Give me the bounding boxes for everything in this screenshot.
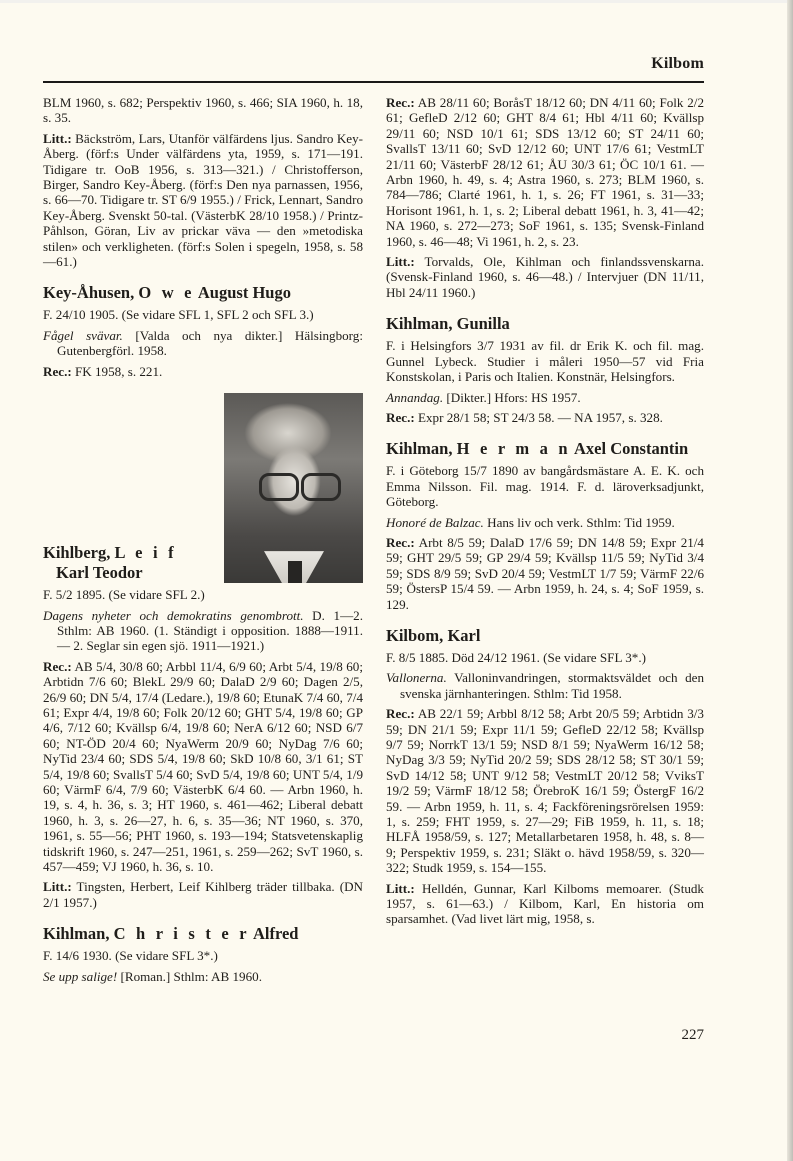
entry-heading: Key-Åhusen, O w e August Hugo: [43, 283, 291, 303]
litt-text: Bäckström, Lars, Utanför välfärdens ljus. Sandro Key-Åberg. (förf:s Under välfärdens yta, 1959, s. 171—191. Tidigare tr. OoB 1956, s. 313—321.) / Christofferson, Birger, Sandro Key-Åberg. (förf:s Den nya parnassen, 1956, s. 66—70. Tidigare tr. ST 6/9 1955.) / Frick, Lennart, Sandro Key-Åberg. Svenskt 50-tal. (VästerbK 28/10 1958.) / Printz-Påhlson, Göran, Liv av prickar väva — den »metodiska stilen» och verkligheten. (förf:s Solen i spegeln, 1958, s. 58—61.): [43, 130, 363, 270]
entry-key-ahusen: [43, 283, 363, 379]
rec-text: Expr 28/1 58; ST 24/3 58. — NA 1957, s. 328.: [418, 409, 663, 425]
entry-bio: F. i Helsingfors 3/7 1931 av fil. dr Erik K. och fil. mag. Gunnel Lybeck. Studier i måleri 1950—57 vid Fria Konstskolan, i Paris och Italien. Konstnär, Helsingfors.: [386, 338, 704, 385]
right-column: [386, 95, 704, 932]
work-title: Dagens nyheter och demokratins genombrott.: [43, 607, 304, 623]
work-title: Honoré de Balzac.: [386, 514, 484, 530]
entry-heading: Kihlman, Gunilla: [386, 314, 510, 334]
rec-text: AB 28/11 60; BoråsT 18/12 60; DN 4/11 60; Folk 2/2 61; GefleD 2/12 60; GHT 8/4 61; Hbl 4/11 60; Kvällsp 29/11 60; NSD 10/1 61; SDS 13/12 60; ST 24/11 60; SvallsT 13/11 60; SvD 12/12 60; UNT 17/6 61; VestmLT 21/11 60; VästerbF 28/12 61; ÅU 30/3 61; ÖC 10/1 61. — Arbn 1960, h. 49, s. 4; Astra 1960, s. 273; BLM 1960, s. 784—786; Clarté 1961, h. 1, s. 26; FT 1961, s. 31—33; Horisont 1961, h. 1, s. 2; Liberal debatt 1961, h. 3, 41—42; NA 1960, s. 272—273; SoF 1961, s. 135; Svensk-Finland 1960, s. 46—48; Vi 1961, h. 2, s. 23.: [386, 95, 704, 249]
work-details: [Valda och nya dikter.] Hälsingborg: Gutenbergförl. 1958.: [57, 327, 363, 359]
continued-litt: [386, 254, 704, 300]
entry-kihlberg: [43, 393, 363, 910]
litt-text: Tingsten, Herbert, Leif Kihlberg träder tillbaka. (DN 2/1 1957.): [43, 879, 363, 910]
work-title: Vallonerna.: [386, 670, 447, 686]
entry-reviews: [386, 706, 704, 875]
portrait-photo: [224, 393, 363, 583]
work-title: Se upp salige!: [43, 968, 118, 984]
continued-rec: [386, 95, 704, 249]
entry-literature: [43, 879, 363, 910]
header-rule: [43, 81, 704, 83]
rec-text: AB 22/1 59; Arbbl 8/12 58; Arbt 20/5 59; Arbtidn 3/3 59; DN 21/1 59; Expr 11/1 59; GefleD 22/12 58; Kvällsp 9/7 59; NorrkT 13/1 59; NSD 8/1 59; NyaWerm 16/12 58; NyDag 3/3 59; NyTid 20/2 59; SDS 28/12 58; ST 30/1 59; SvD 14/12 58; UNT 9/12 58; VestmLT 20/12 58; VviksT 19/2 59; VärmF 18/12 58; ÖrebroK 16/1 59; ÖstergF 16/2 59. — Arbn 1959, h. 11, s. 4; Fackföreningsrörelsen 1959: 1, s. 259; FHT 1959, s. 27—29; FiB 1959, h. 11, s. 18; HLFÅ 1958/59, s. 127; Metallarbetaren 1958, h. 48, s. 8—9; Perspektiv 1959, s. 231; Släkt o. hävd 1958/59, s. 320—322; Studk 1959, s. 154—155.: [386, 706, 704, 876]
entry-bio: F. 14/6 1930. (Se vidare SFL 3*.): [43, 948, 218, 964]
entry-reviews: [386, 410, 704, 425]
entry-heading: Kilbom, Karl: [386, 625, 481, 645]
litt-label: Litt.:: [386, 254, 415, 270]
litt-text: Helldén, Gunnar, Karl Kilboms memoarer. (Studk 1957, s. 61—63.) / Kilbom, Karl, En historia om sparsamhet. (Vad livet lärt mig, 1958, s.: [386, 880, 704, 927]
entry-reviews: [43, 659, 363, 875]
entry-kihlman-herman: [386, 439, 704, 612]
rec-text: FK 1958, s. 221.: [75, 363, 163, 379]
work-details: D. 1—2. Sthlm: AB 1960. (1. Ständigt i opposition. 1888—1911. — 2. Seglar sin egen sjö. 1911—1921.): [57, 607, 363, 654]
entry-kilbom-karl: [386, 626, 704, 927]
page-top-edge: [0, 0, 787, 3]
photo-block: [43, 393, 363, 583]
work-details: Hans liv och verk. Sthlm: Tid 1959.: [487, 514, 675, 530]
entry-bio: F. 5/2 1895. (Se vidare SFL 2.): [43, 587, 205, 603]
work-title: Fågel svävar.: [43, 327, 123, 343]
entry-reviews: [43, 364, 363, 379]
page-gutter-shadow: [787, 0, 793, 1161]
continued-litt: [43, 131, 363, 270]
rec-text: Arbt 8/5 59; DalaD 17/6 59; DN 14/8 59; Expr 21/4 59; GHT 29/5 59; GP 29/4 59; Kvällsp 11/5 59; NyTid 3/4 59; SDS 8/9 59; SvD 20/4 59; VestmLT 1/7 59; VärmF 22/6 59; ÖstersP 15/4 59. — Arbn 1959, h. 24, s. 4; SoF 1959, s. 129.: [386, 534, 704, 612]
glasses-icon: [259, 473, 299, 501]
rec-label: Rec.:: [386, 534, 415, 550]
litt-label: Litt.:: [386, 880, 415, 896]
rec-label: Rec.:: [43, 658, 72, 674]
entry-work: [386, 515, 704, 530]
entry-reviews: [386, 535, 704, 612]
entry-work: [43, 328, 363, 359]
continued-rec: BLM 1960, s. 682; Perspektiv 1960, s. 466; SIA 1960, h. 18, s. 35.: [43, 95, 363, 126]
entry-literature: [386, 881, 704, 927]
rec-text: AB 5/4, 30/8 60; Arbbl 11/4, 6/9 60; Arbt 5/4, 19/8 60; Arbtidn 7/6 60; BlekL 29/9 60; DalaD 2/9 60; Dagen 2/5, 26/9 60; DN 5/4, 17/4 (Ledare.), 19/8 60; EtunaK 7/4 60, 7/4 61; Expr 4/4, 19/8 60; Folk 20/12 60; GHT 5/4, 19/8 60; GP 4/6, 7/12 60; Kvällsp 6/4, 19/8 60; NerA 6/12 60; NSD 6/7 60; NT-ÖD 20/4 60; NyaWerm 20/9 60; NyDag 7/6 60; NyTid 23/4 60; SDS 5/4, 19/8 60; SkD 10/8 60, 3/1 61; ST 5/4, 19/8 60; SvallsT 5/4 60; SvD 5/4, 19/8 60; UNT 5/4, 1/9 60; VärmF 6/4, 7/9 60; VästerbK 6/4 60. — Arbn 1960, h. 19, s. 4, h. 36, s. 3; HT 1960, s. 461—462; Liberal debatt 1960, h. 3, s. 26—27, h. 6, s. 35—36; NT 1960, s. 370, 1961, s. 55—56; PHT 1960, s. 193—194; Statsvetenskaplig tidskrift 1960, s. 247—251, 1961, s. 259—262; SvT 1960, s. 457—459; VJ 1960, h. 36, s. 10.: [43, 658, 363, 874]
work-details: [Roman.] Sthlm: AB 1960.: [120, 968, 262, 984]
rec-label: Rec.:: [386, 706, 415, 722]
work-title: Annandag.: [386, 389, 444, 405]
entry-work: [386, 390, 704, 405]
entry-bio: F. 24/10 1905. (Se vidare SFL 1, SFL 2 och SFL 3.): [43, 307, 314, 323]
litt-text: Torvalds, Ole, Kihlman och finlandssvenskarna. (Svensk-Finland 1960, s. 46—48.) / Intervjuer (DN 11/11, Hbl 24/11 1960.): [386, 254, 704, 300]
entry-heading: Kihlman, H e r m a n Axel Constantin: [386, 439, 689, 459]
entry-work: [43, 969, 363, 984]
litt-label: Litt.:: [43, 879, 72, 895]
entry-kihlman-gunilla: [386, 314, 704, 425]
glasses-icon: [301, 473, 341, 501]
litt-label: Litt.:: [43, 130, 72, 146]
entry-kihlman-christer: [43, 924, 363, 984]
entry-heading: Kihlberg, L e i f Karl Teodor: [43, 543, 177, 583]
running-head: Kilbom: [651, 55, 704, 72]
entry-heading: Kihlman, C h r i s t e r Alfred: [43, 924, 299, 944]
rec-label: Rec.:: [386, 95, 415, 110]
tie-shape: [288, 561, 302, 583]
entry-work: [386, 670, 704, 701]
left-column: [43, 95, 363, 989]
work-details: Valloninvandringen, stormaktsväldet och den svenska järnhanteringen. Sthlm: Tid 1958.: [400, 670, 704, 701]
entry-work: [43, 608, 363, 654]
entry-bio: F. 8/5 1885. Död 24/12 1961. (Se vidare SFL 3*.): [386, 649, 646, 665]
rec-label: Rec.:: [43, 363, 72, 379]
work-details: [Dikter.] Hfors: HS 1957.: [446, 389, 581, 405]
rec-label: Rec.:: [386, 409, 415, 425]
page-number: 227: [681, 1027, 704, 1043]
entry-bio: F. i Göteborg 15/7 1890 av bangårdsmästare A. E. K. och Emma Nilsson. Fil. mag. 1914. F. d. läroverksadjunkt, Göteborg.: [386, 463, 704, 510]
